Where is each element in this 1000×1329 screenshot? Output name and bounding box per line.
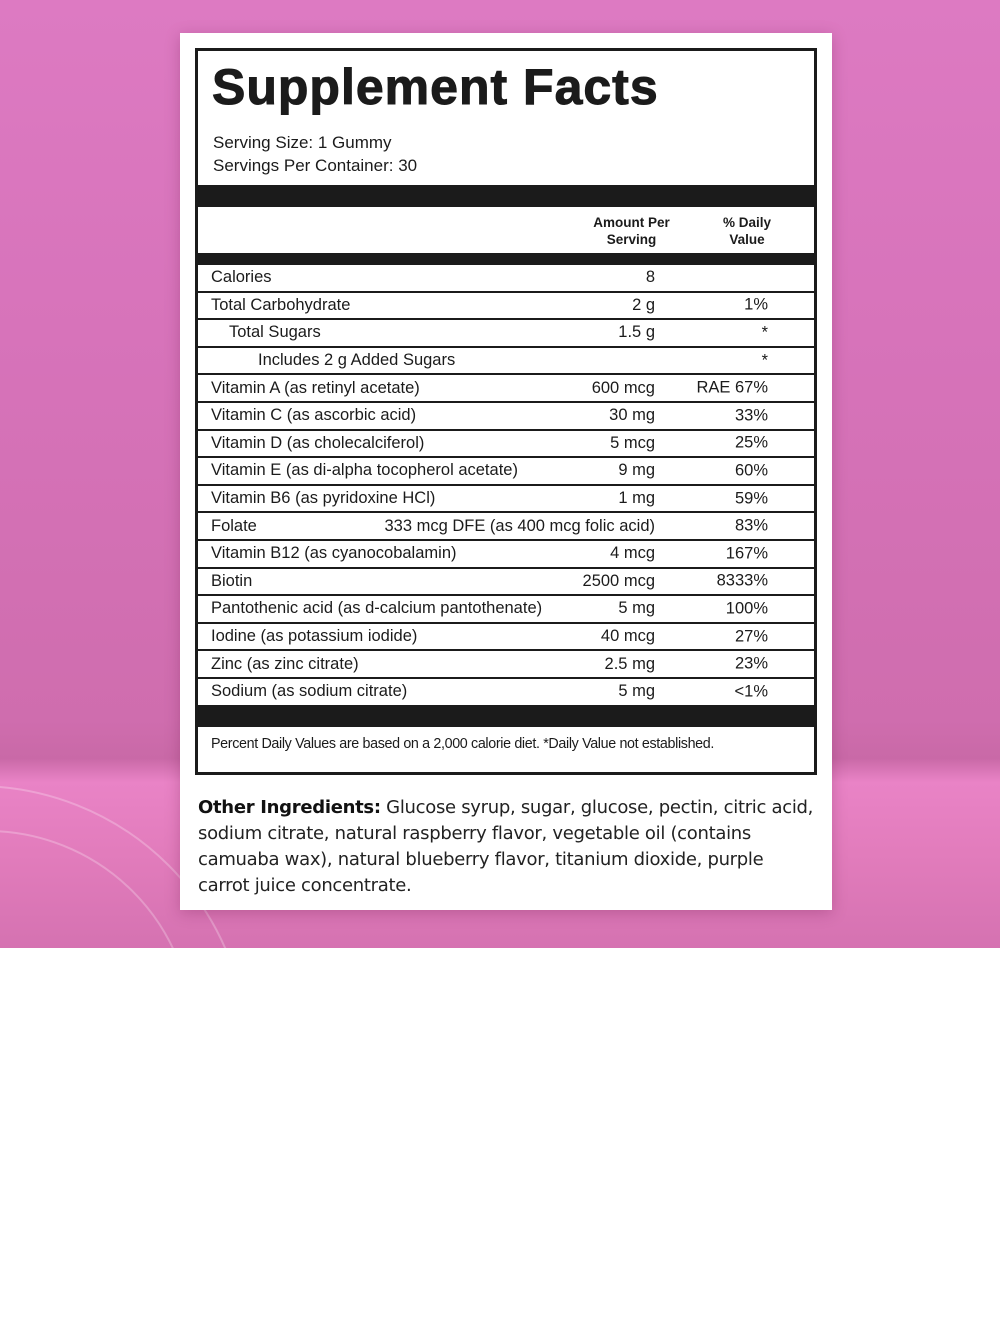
nutrient-daily-value: 59%	[734, 489, 768, 508]
nutrient-daily-value: 8333%	[716, 571, 768, 590]
nutrient-name: Folate	[211, 516, 257, 535]
column-header-amount-line1: Amount Per	[593, 215, 670, 230]
nutrient-amount: 40 mcg	[600, 627, 655, 646]
nutrient-name: Total Carbohydrate	[211, 295, 351, 314]
nutrient-row	[198, 458, 814, 486]
nutrient-row	[198, 375, 814, 403]
nutrient-row	[198, 651, 814, 679]
nutrient-amount: 4 mcg	[610, 544, 655, 563]
nutrient-row	[198, 348, 814, 376]
nutrient-daily-value: 60%	[734, 461, 768, 480]
nutrient-amount: 600 mcg	[591, 378, 655, 397]
other-ingredients	[198, 795, 816, 899]
supplement-label-panel	[180, 33, 832, 910]
daily-value-footnote: Percent Daily Values are based on a 2,000 calorie diet. *Daily Value not established.	[211, 735, 714, 752]
nutrient-row	[198, 403, 814, 431]
separator-bar-thick	[198, 185, 814, 207]
nutrient-amount: 5 mcg	[610, 433, 655, 452]
nutrient-row	[198, 596, 814, 624]
nutrient-amount: 333 mcg DFE (as 400 mcg folic acid)	[384, 516, 655, 535]
nutrient-row	[198, 541, 814, 569]
servings-per-container: Servings Per Container: 30	[213, 156, 418, 175]
nutrient-name: Calories	[211, 268, 272, 287]
nutrient-name: Sodium (as sodium citrate)	[211, 682, 408, 701]
other-ingredients-text: Glucose syrup, sugar, glucose, pectin, citric acid, sodium citrate, natural raspberry flavor, vegetable oil (contains camuaba wax), natural blueberry flavor, titanium dioxide, purple carrot juice concentrate.	[198, 797, 814, 896]
nutrient-daily-value: <1%	[734, 682, 768, 701]
column-header-row	[198, 207, 814, 253]
nutrient-amount: 5 mg	[618, 682, 655, 701]
nutrient-daily-value: *	[761, 323, 768, 342]
nutrient-daily-value: 100%	[725, 599, 768, 618]
nutrient-daily-value: *	[761, 351, 768, 370]
column-header-dv-line2: Value	[729, 232, 765, 247]
nutrient-row	[198, 513, 814, 541]
nutrient-amount: 1.5 g	[618, 323, 655, 342]
nutrient-name: Vitamin B6 (as pyridoxine HCl)	[211, 489, 436, 508]
nutrient-amount: 2 g	[632, 295, 655, 314]
nutrient-row	[198, 431, 814, 459]
nutrient-daily-value: 1%	[744, 295, 768, 314]
nutrient-name: Vitamin C (as ascorbic acid)	[211, 406, 417, 425]
column-header-dv-line1: % Daily	[722, 215, 772, 230]
nutrient-name: Biotin	[211, 571, 253, 590]
nutrient-name: Total Sugars	[229, 323, 321, 342]
nutrient-daily-value: 83%	[734, 516, 768, 535]
nutrient-row	[198, 624, 814, 652]
nutrient-row	[198, 679, 814, 705]
nutrient-daily-value: 167%	[725, 544, 768, 563]
nutrient-name: Iodine (as potassium iodide)	[211, 627, 418, 646]
nutrient-daily-value: 25%	[734, 433, 768, 452]
nutrient-row	[198, 486, 814, 514]
nutrient-amount: 5 mg	[618, 599, 655, 618]
nutrient-name: Vitamin D (as cholecalciferol)	[211, 433, 425, 452]
serving-size: Serving Size: 1 Gummy	[213, 133, 392, 152]
nutrient-rows	[198, 265, 814, 705]
nutrient-daily-value: 27%	[734, 627, 768, 646]
nutrient-amount: 30 mg	[609, 406, 655, 425]
nutrient-name: Vitamin E (as di-alpha tocopherol acetate)	[211, 461, 518, 480]
nutrient-amount: 9 mg	[618, 461, 655, 480]
nutrient-amount: 2500 mcg	[582, 571, 655, 590]
nutrient-row	[198, 569, 814, 597]
nutrient-row	[198, 320, 814, 348]
nutrient-row	[198, 265, 814, 293]
nutrient-amount: 1 mg	[618, 489, 655, 508]
column-header-amount-line2: Serving	[606, 232, 657, 247]
nutrient-row	[198, 293, 814, 321]
separator-bar-thin	[198, 253, 814, 265]
nutrient-daily-value: 23%	[734, 654, 768, 673]
separator-bar-thick-bottom	[198, 705, 814, 727]
nutrient-daily-value: RAE 67%	[696, 378, 768, 397]
nutrient-name: Pantothenic acid (as d-calcium pantothenate)	[211, 599, 543, 618]
supplement-facts-title: Supplement Facts	[212, 59, 659, 115]
nutrient-amount: 8	[645, 268, 655, 287]
nutrient-name: Includes 2 g Added Sugars	[258, 351, 456, 370]
nutrient-amount: 2.5 mg	[604, 654, 655, 673]
serving-info	[198, 131, 814, 177]
nutrient-name: Vitamin A (as retinyl acetate)	[211, 378, 420, 397]
other-ingredients-heading: Other Ingredients:	[198, 797, 381, 818]
nutrient-name: Vitamin B12 (as cyanocobalamin)	[211, 544, 457, 563]
nutrient-daily-value: 33%	[734, 406, 768, 425]
nutrient-name: Zinc (as zinc citrate)	[211, 654, 359, 673]
supplement-facts-box	[195, 48, 817, 775]
column-header-daily-value	[680, 214, 814, 248]
